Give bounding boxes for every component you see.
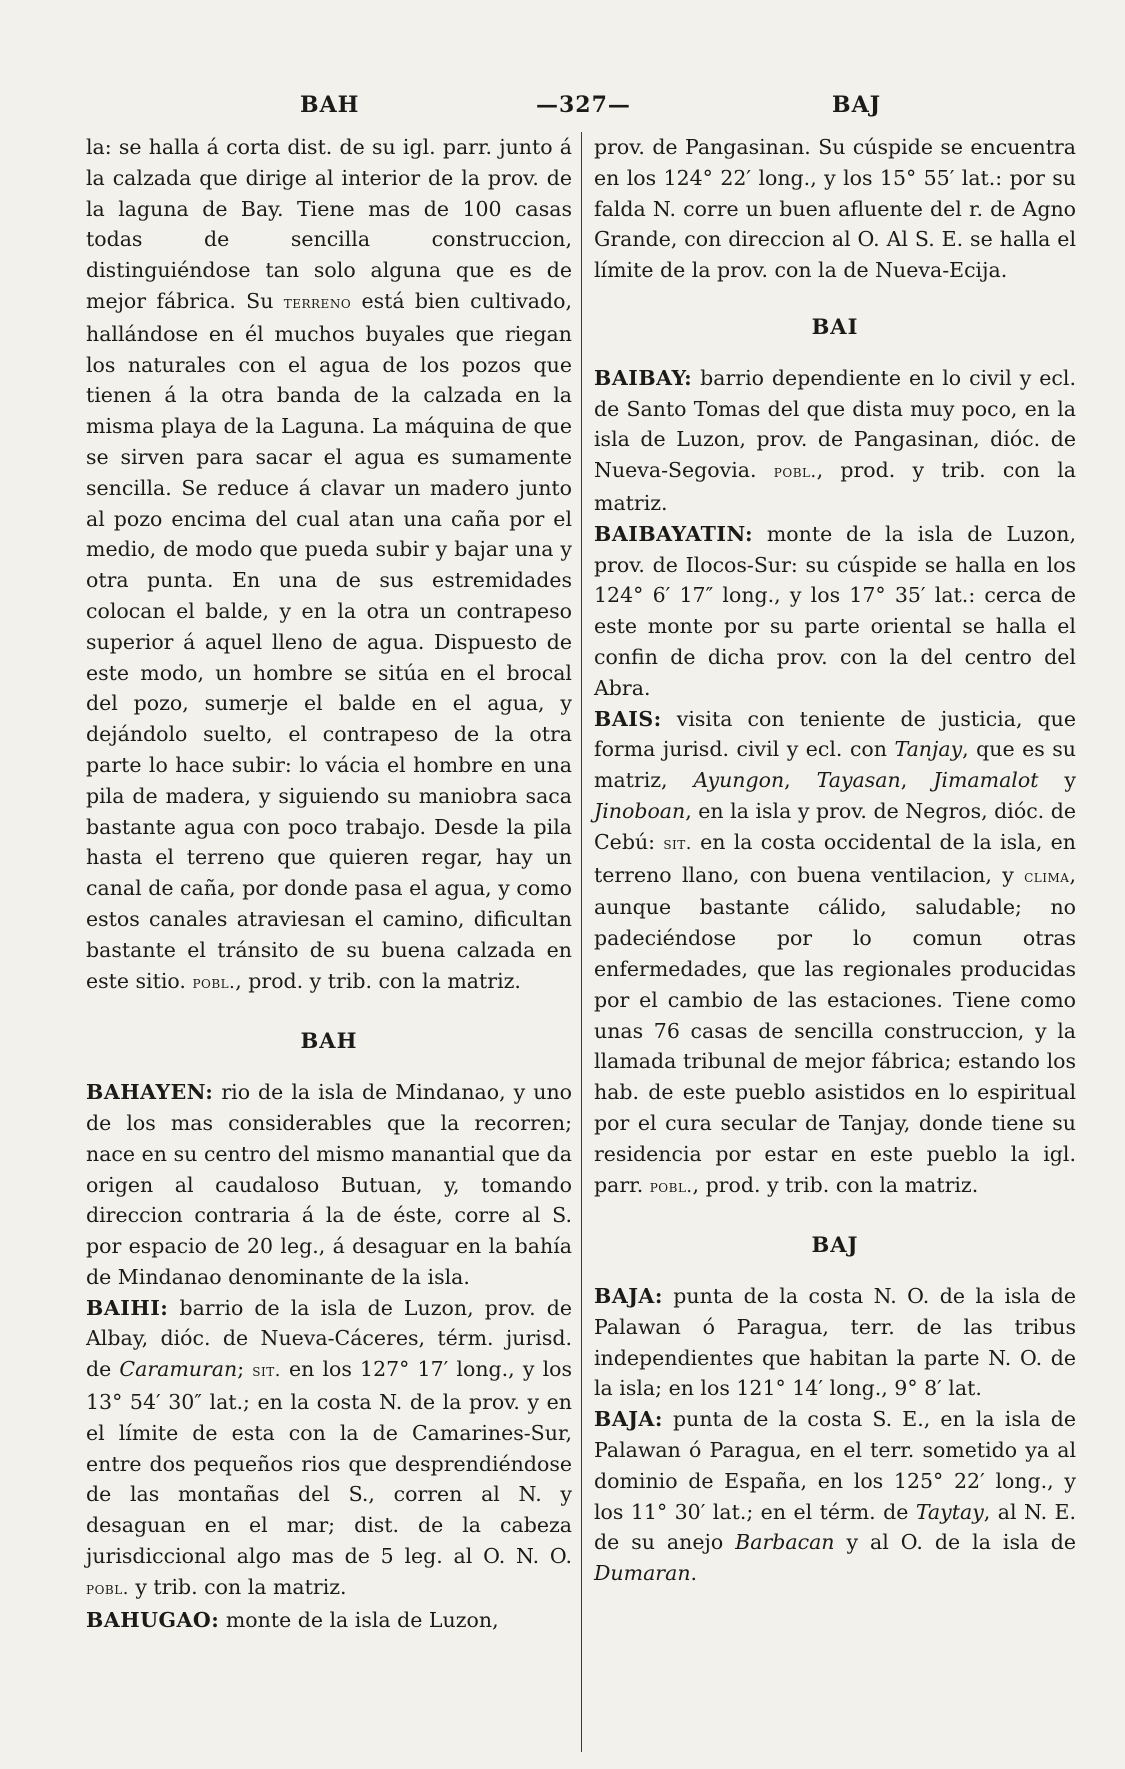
- section-heading-bah: BAH: [300, 1028, 358, 1054]
- column-divider: [581, 132, 582, 1752]
- running-head-left: BAH: [300, 92, 360, 118]
- entry-baibay: BAIBAY: barrio dependiente en lo civil y ecl. de Santo Tomas del que dista muy poco, en la isla de Luzon, prov. de Pangasinan, dióc. de Nueva-Segovia. pobl., prod. y trib. con la matriz.: [594, 365, 1076, 515]
- entry-baja-1: BAJA: punta de la costa N. O. de la isla de Palawan ó Paragua, terr. de las tribus independientes que habitan la parte N. O. de la isla; en los 121° 14′ long., 9° 8′ lat.: [594, 1284, 1076, 1401]
- entry-baibayatin: BAIBAYATIN: monte de la isla de Luzon, prov. de Ilocos-Sur: su cúspide se halla en los 124° 6′ 17″ long., y los 17° 35′ lat.: cerca de este monte por su parte oriental se halla el confin de dicha prov. con la del centro del Abra.: [594, 521, 1076, 700]
- running-head-right: BAJ: [832, 92, 882, 118]
- right-column: [594, 132, 1076, 1589]
- entry-baja-2: BAJA: punta de la costa S. E., en la isla de Palawan ó Paragua, en el terr. sometido ya al dominio de España, en los 125° 22′ long., y los 11° 30′ lat.; en el térm. de Taytay, al N. E. de su anejo Barbacan y al O. de la isla de Dumaran.: [594, 1407, 1077, 1586]
- section-heading-baj: BAJ: [811, 1232, 859, 1258]
- entry-continuation: la: se halla á corta dist. de su igl. parr. junto á la calzada que dirige al interior de la prov. de la laguna de Bay. Tiene mas de 100 casas todas de sencilla construccion, distinguiéndose tan solo alguna que es de mejor fábrica. Su terreno está bien cultivado, hallándose en él muchos buyales que riegan los naturales con el agua de los pozos que tienen á la otra banda de la calzada en la misma playa de la Laguna. La máquina de que se sirven para sacar el agua es sumamente sencilla. Se reduce á clavar un madero junto al pozo encima del cual atan una caña por el medio, de modo que pueda subir y bajar una y otra punta. En una de sus estremidades colocan el balde, y en la otra un contrapeso superior á aquel lleno de agua. Dispuesto de este modo, un hombre se sitúa en el brocal del pozo, sumerje el balde en el agua, y dejándolo suelto, el contrapeso de la otra parte lo hace subir: lo vácia el hombre en una pila de madera, y siguiendo su maniobra saca bastante agua con poco trabajo. Desde la pila hasta el terreno que quieren regar, hay un canal de caña, por donde pasa el agua, y como estos canales atraviesan el camino, dificultan bastante el tránsito de su buena calzada en este sitio. pobl., prod. y trib. con la matriz.: [86, 135, 572, 993]
- entry-bais: BAIS: visita con teniente de justicia, que forma jurisd. civil y ecl. con Tanjay, que es su matriz, Ayungon, Tayasan, Jimamalot y Jinoboan, en la isla y prov. de Negros, dióc. de Cebú: sit. en la costa occidental de la isla, en terreno llano, con buena ventilacion, y clima, aunque bastante cálido, saludable; no padeciéndose por lo comun otras enfermedades, que las regionales producidas por el cambio de las estaciones. Tiene como unas 76 casas de sencilla construccion, y la llamada tribunal de mejor fábrica; estando los hab. de este pueblo asistidos en lo espiritual por el cura secular de Tanjay, donde tiene su residencia por estar en este pueblo la igl. parr. pobl., prod. y trib. con la matriz.: [594, 706, 1076, 1197]
- entry-continuation-right: prov. de Pangasinan. Su cúspide se encuentra en los 124° 22′ long., y los 15° 55′ lat.: por su falda N. corre un buen afluente del r. de Agno Grande, con direccion al O. Al S. E. se halla el límite de la prov. con la de Nueva-Ecija.: [594, 135, 1076, 283]
- entry-bahayen: BAHAYEN: rio de la isla de Mindanao, y uno de los mas considerables que la recorren; nace en su centro del mismo manantial que da origen al caudaloso Butuan, y, tomando direccion contraria á la de éste, corre al S. por espacio de 20 leg., á desaguar en la bahía de Mindanao denominante de la isla.: [86, 1080, 572, 1289]
- section-heading-bai: BAI: [811, 313, 859, 339]
- left-column: [86, 132, 572, 1635]
- entry-baihi: BAIHI: barrio de la isla de Luzon, prov. de Albay, dióc. de Nueva-Cáceres, térm. jurisd. de Caramuran; sit. en los 127° 17′ long., y los 13° 54′ 30″ lat.; en la costa N. de la prov. y en el límite de esta con la de Camarines-Sur, entre dos pequeños rios que desprendiéndose de las montañas del S., corren al N. y desaguan en el mar; dist. de la cabeza jurisdiccional algo mas de 5 leg. al O. N. O. pobl. y trib. con la matriz.: [86, 1295, 572, 1599]
- entry-bahugao: BAHUGAO: monte de la isla de Luzon,: [86, 1607, 499, 1632]
- page-number: —327—: [536, 92, 631, 118]
